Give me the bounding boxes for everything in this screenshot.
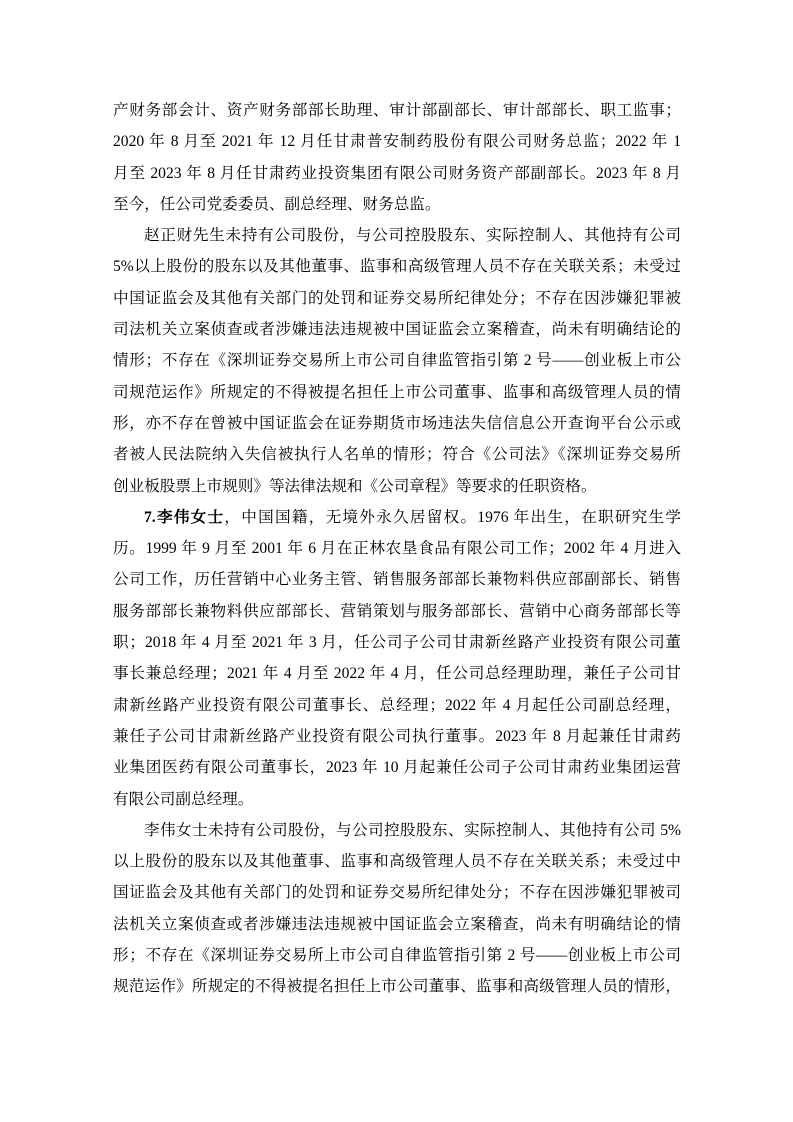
text-line: 有限公司副总经理。 bbox=[113, 790, 254, 808]
text-line: 李伟女士未持有公司股份，与公司控股股东、实际控制人、其他持有公司 5% bbox=[144, 821, 681, 839]
text-segment: ，中国国籍，无境外永久居留权。1976 年出生，在职研究生学 bbox=[224, 508, 681, 526]
text-line: 月至 2023 年 8 月任甘肃药业投资集团有限公司财务资产部副部长。2023 年 8 月 bbox=[113, 164, 681, 182]
paragraph-zhao-zhengcai-statement bbox=[113, 220, 681, 502]
text-line: 历。1999 年 9 月至 2001 年 6 月在正林农垦食品有限公司工作；2002 年 4 月进入 bbox=[113, 540, 681, 558]
text-line: 至今，任公司党委委员、副总经理、财务总监。 bbox=[113, 195, 441, 213]
text-line: 情形；不存在《深圳证券交易所上市公司自律监管指引第 2 号——创业板上市公 bbox=[113, 352, 681, 370]
text-line: 赵正财先生未持有公司股份，与公司控股股东、实际控制人、其他持有公司 bbox=[144, 227, 681, 245]
text-line: 公司工作，历任营销中心业务主管、销售服务部部长兼物料供应部副部长、销售 bbox=[113, 571, 681, 589]
text-line: 业集团医药有限公司董事长，2023 年 10 月起兼任公司子公司甘肃药业集团运营 bbox=[113, 759, 681, 777]
text-line: 司法机关立案侦查或者涉嫌违法违规被中国证监会立案稽查，尚未有明确结论的 bbox=[113, 321, 681, 339]
text-line bbox=[113, 502, 681, 533]
paragraph-li-wei-bio bbox=[113, 502, 681, 815]
text-line: 国证监会及其他有关部门的处罚和证券交易所纪律处分；不存在因涉嫌犯罪被司 bbox=[113, 884, 681, 902]
text-line: 法机关立案侦查或者涉嫌违法违规被中国证监会立案稽查，尚未有明确结论的情 bbox=[113, 915, 681, 933]
text-line: 形，亦不存在曾被中国证监会在证券期货市场违法失信信息公开查询平台公示或 bbox=[113, 414, 681, 432]
text-line: 规范运作》所规定的不得被提名担任上市公司董事、监事和高级管理人员的情形， bbox=[113, 978, 681, 996]
paragraph-li-wei-statement bbox=[113, 815, 681, 1003]
text-line: 形；不存在《深圳证券交易所上市公司自律监管指引第 2 号——创业板上市公司 bbox=[113, 947, 681, 965]
text-line: 事长兼总经理；2021 年 4 月至 2022 年 4 月，任公司总经理助理，兼任子公司甘 bbox=[113, 665, 681, 683]
text-line: 创业板股票上市规则》等法律法规和《公司章程》等要求的任职资格。 bbox=[113, 477, 597, 495]
person-name-heading: 7.李伟女士 bbox=[144, 508, 225, 526]
text-line: 中国证监会及其他有关部门的处罚和证券交易所纪律处分；不存在因涉嫌犯罪被 bbox=[113, 289, 681, 307]
text-line: 兼任子公司甘肃新丝路产业投资有限公司执行董事。2023 年 8 月起兼任甘肃药 bbox=[113, 727, 681, 745]
text-line: 5%以上股份的股东以及其他董事、监事和高级管理人员不存在关联关系；未受过 bbox=[113, 258, 681, 276]
text-line: 2020 年 8 月至 2021 年 12 月任甘肃普安制药股份有限公司财务总监；2022 年 1 bbox=[113, 133, 681, 151]
text-line: 职；2018 年 4 月至 2021 年 3 月，任公司子公司甘肃新丝路产业投资有限公司董 bbox=[113, 634, 681, 652]
document-content bbox=[113, 95, 681, 1003]
text-line: 以上股份的股东以及其他董事、监事和高级管理人员不存在关联关系；未受过中 bbox=[113, 853, 681, 871]
text-line: 者被人民法院纳入失信被执行人名单的情形；符合《公司法》《深圳证券交易所 bbox=[113, 446, 681, 464]
text-line: 产财务部会计、资产财务部部长助理、审计部副部长、审计部部长、职工监事； bbox=[113, 102, 681, 119]
text-line: 服务部部长兼物料供应部部长、营销策划与服务部部长、营销中心商务部部长等 bbox=[113, 602, 681, 620]
text-line: 肃新丝路产业投资有限公司董事长、总经理；2022 年 4 月起任公司副总经理， bbox=[113, 696, 681, 714]
text-line: 司规范运作》所规定的不得被提名担任上市公司董事、监事和高级管理人员的情 bbox=[113, 383, 681, 401]
paragraph-career-continuation bbox=[113, 95, 681, 220]
